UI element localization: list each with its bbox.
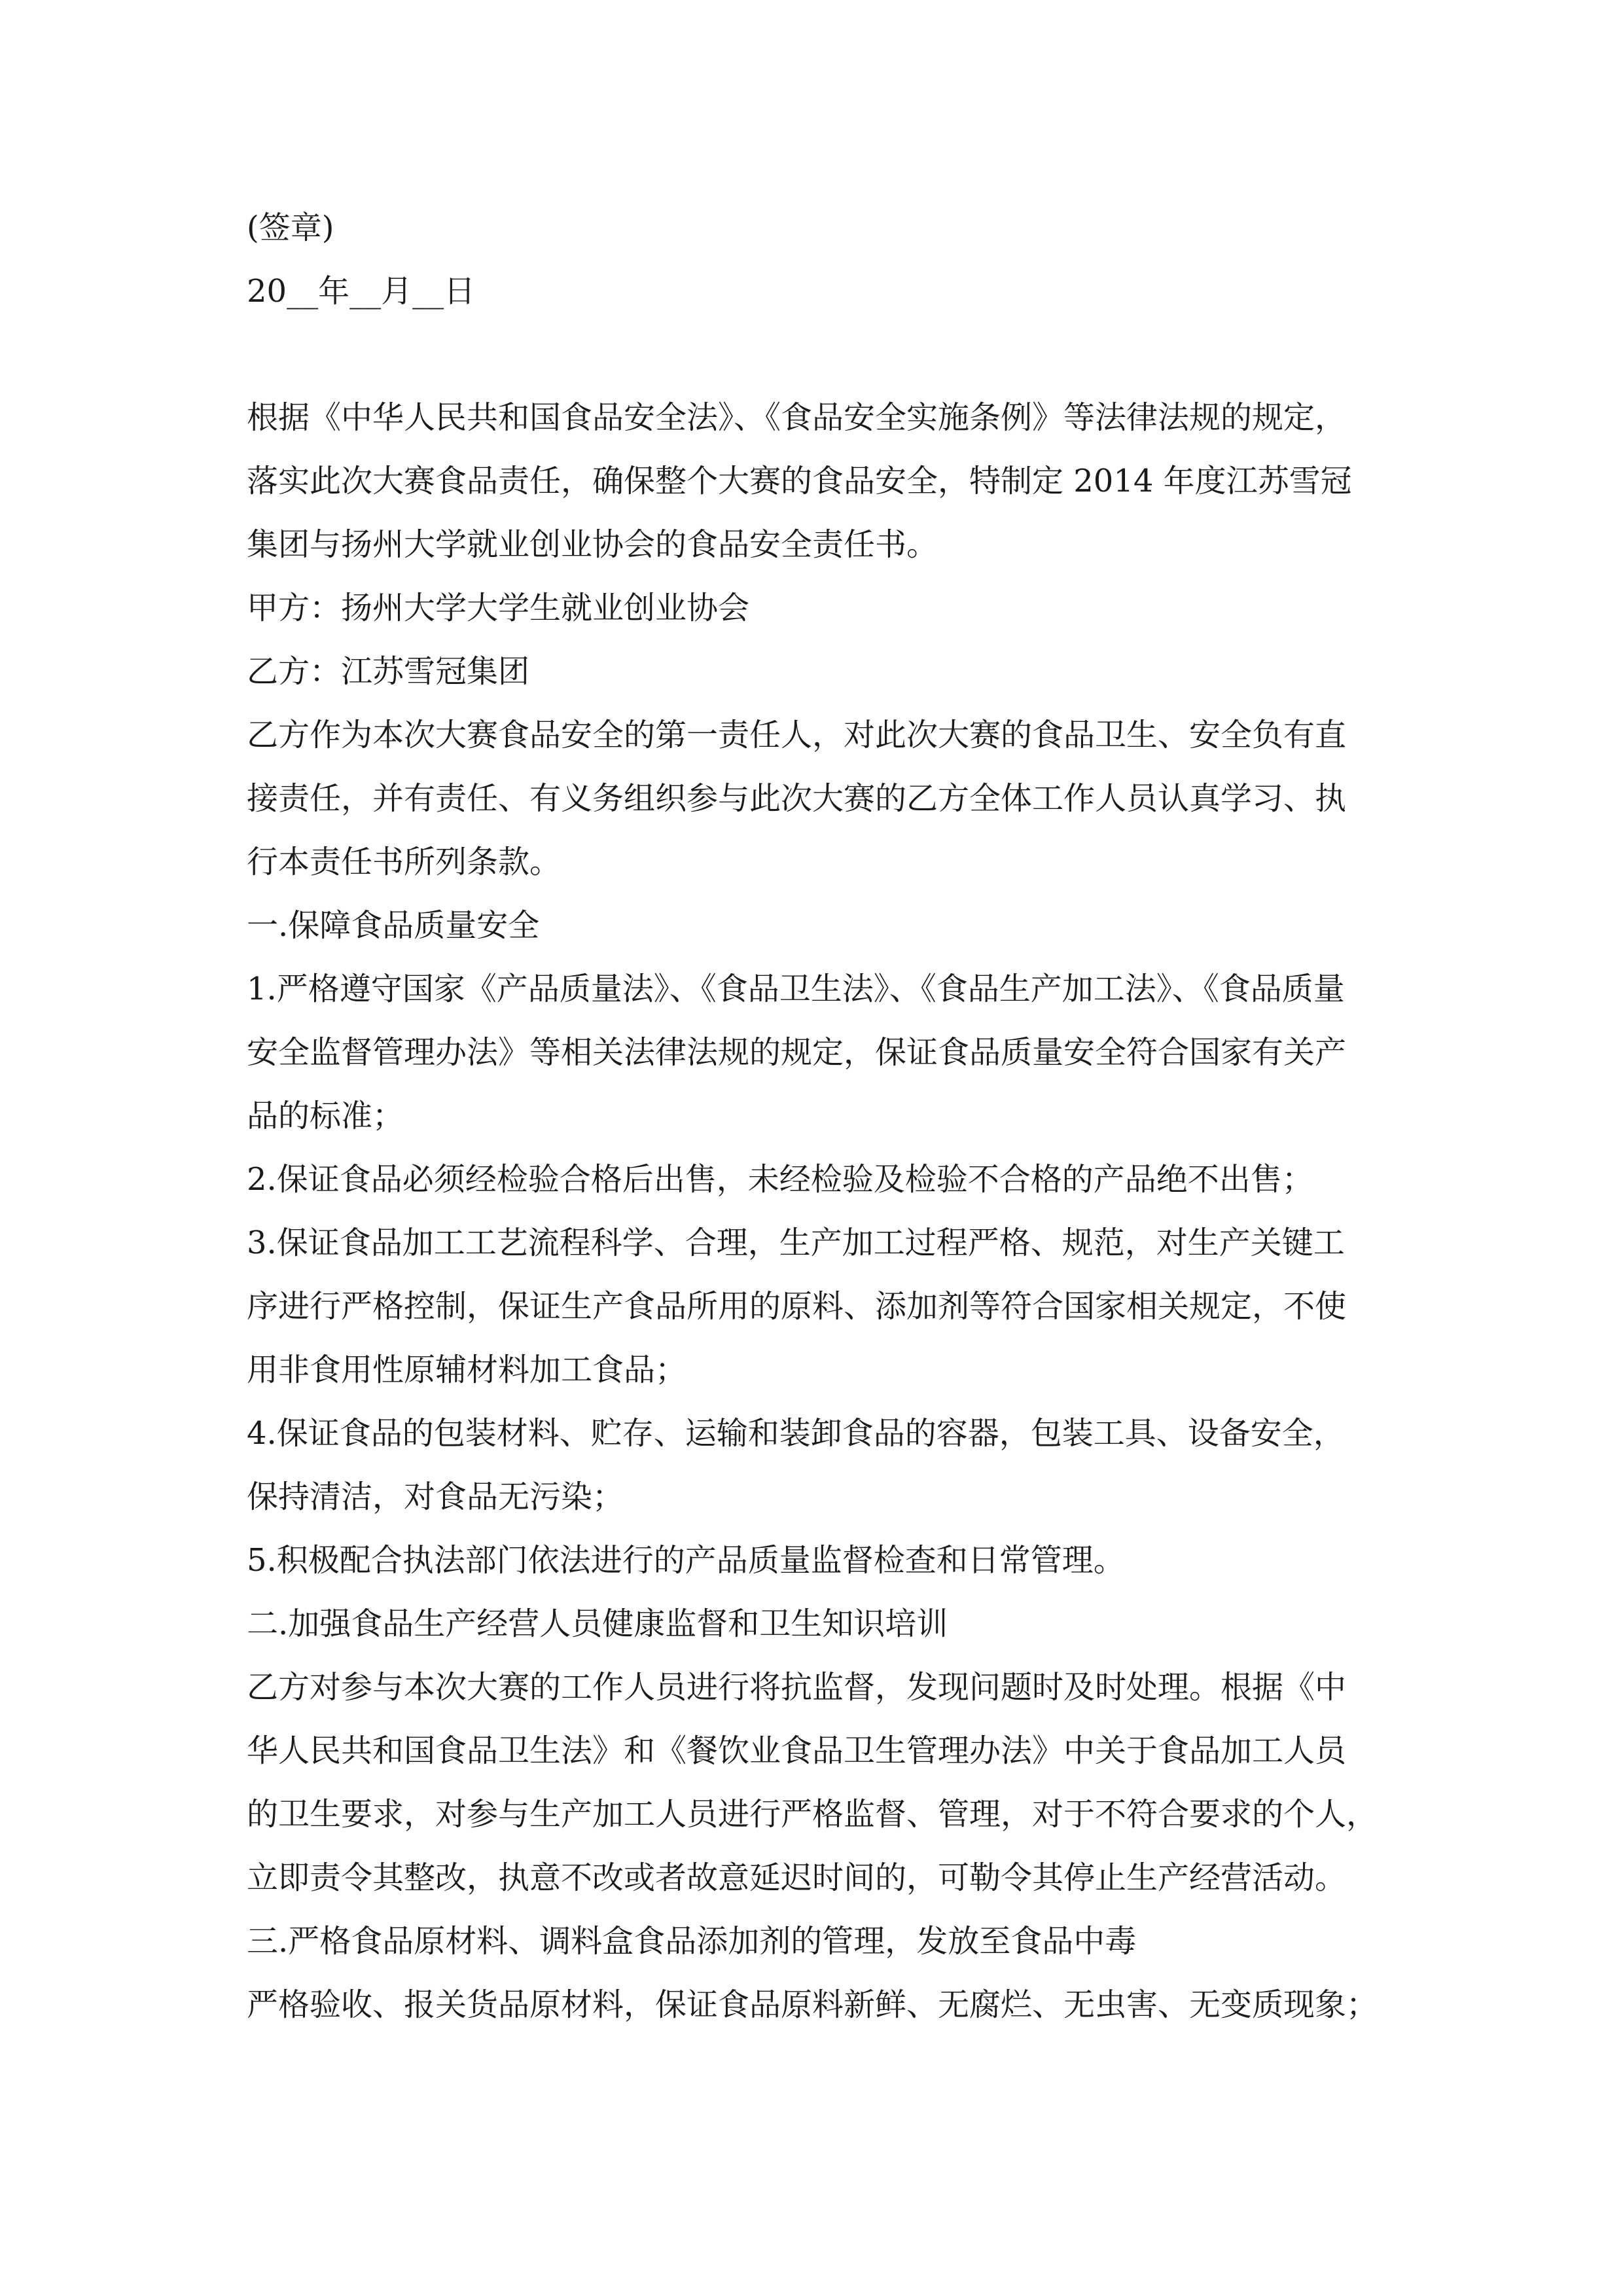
text-line: 1.严格遵守国家《产品质量法》、《食品卫生法》、《食品生产加工法》、《食品质量 bbox=[247, 971, 1345, 1007]
text-line: 品的标准； bbox=[247, 1098, 404, 1134]
text-line: 乙方作为本次大赛食品安全的第一责任人，对此次大赛的食品卫生、安全负有直 bbox=[247, 717, 1347, 753]
text-line: 安全监督管理办法》等相关法律法规的规定，保证食品质量安全符合国家有关产 bbox=[247, 1034, 1347, 1071]
seal-line: (签章) bbox=[247, 209, 334, 246]
text-line: 立即责令其整改，执意不改或者故意延迟时间的，可勒令其停止生产经营活动。 bbox=[247, 1859, 1347, 1896]
text-line: 序进行严格控制，保证生产食品所用的原料、添加剂等符合国家相关规定，不使 bbox=[247, 1288, 1347, 1325]
text-line: 5.积极配合执法部门依法进行的产品质量监督检查和日常管理。 bbox=[247, 1542, 1125, 1579]
section-heading: 二.加强食品生产经营人员健康监督和卫生知识培训 bbox=[247, 1605, 948, 1642]
section-heading: 三.严格食品原材料、调料盒食品添加剂的管理，发放至食品中毒 bbox=[247, 1923, 1137, 1960]
signature-block bbox=[247, 196, 1399, 323]
document-body bbox=[247, 386, 1399, 2037]
text-line: 集团与扬州大学就业创业协会的食品安全责任书。 bbox=[247, 526, 938, 563]
text-line: 接责任，并有责任、有义务组织参与此次大赛的乙方全体工作人员认真学习、执 bbox=[247, 780, 1347, 817]
party-b-line: 乙方：江苏雪冠集团 bbox=[247, 653, 530, 690]
text-line: 行本责任书所列条款。 bbox=[247, 844, 562, 880]
text-line: 保持清洁，对食品无污染； bbox=[247, 1479, 624, 1515]
party-a-line: 甲方：扬州大学大学生就业创业协会 bbox=[247, 590, 750, 626]
text-line: 用非食用性原辅材料加工食品； bbox=[247, 1352, 687, 1388]
text-line: 4.保证食品的包装材料、贮存、运输和装卸食品的容器，包装工具、设备安全， bbox=[247, 1415, 1345, 1452]
text-line: 严格验收、报关货品原材料，保证食品原料新鲜、无腐烂、无虫害、无变质现象； bbox=[247, 1986, 1378, 2023]
text-line: 3.保证食品加工工艺流程科学、合理，生产加工过程严格、规范，对生产关键工 bbox=[247, 1225, 1345, 1261]
text-line: 华人民共和国食品卫生法》和《餐饮业食品卫生管理办法》中关于食品加工人员 bbox=[247, 1732, 1347, 1769]
text-line: 落实此次大赛食品责任，确保整个大赛的食品安全，特制定 2014 年度江苏雪冠 bbox=[247, 463, 1352, 499]
text-line: 乙方对参与本次大赛的工作人员进行将抗监督，发现问题时及时处理。根据《中 bbox=[247, 1669, 1347, 1706]
text-line: 2.保证食品必须经检验合格后出售，未经检验及检验不合格的产品绝不出售； bbox=[247, 1161, 1313, 1198]
section-heading: 一.保障食品质量安全 bbox=[247, 907, 540, 944]
text-line: 的卫生要求，对参与生产加工人员进行严格监督、管理，对于不符合要求的个人， bbox=[247, 1796, 1378, 1833]
date-line: 20__年__月__日 bbox=[247, 273, 476, 310]
text-line: 根据《中华人民共和国食品安全法》、《食品安全实施条例》等法律法规的规定， bbox=[247, 399, 1347, 436]
